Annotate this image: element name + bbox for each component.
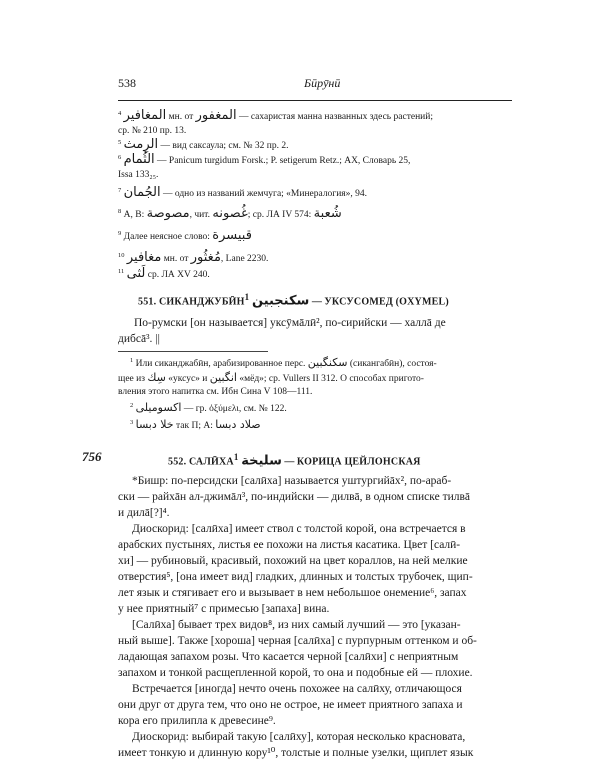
entry-551-line-1: По-румски [он называется] уксӯмāлӣ², по-сирийски — халлā де <box>134 317 446 329</box>
footnote-551-1-cont-b: вления этого напитка см. Ибн Сина V 108—111. <box>118 387 313 397</box>
margin-folio-number: 756 <box>82 449 102 464</box>
entry-552-line: *Бишр: по-персидски [салӣха] называется уштургийāх², по-араб- <box>132 475 452 487</box>
footnote-4: $^4$ المغافير мн. от المغفور — сахаристая манна названных здесь растений; <box>118 108 433 123</box>
footnote-551-1: $^1$ Или сиканджабӣн, арабизированное перс. سكنگبين (сикангабӣн), состоя- <box>130 356 437 369</box>
entry-552-line: ладающая запахом розы. Что касается черной [салӣхи] с неприятным <box>118 651 459 663</box>
entry-552-line: арабских пустынях, листья ее похожи на листья касатика. Цвет [салӣ- <box>118 539 461 551</box>
entry-551-heading: 551. СИКАНДЖУБӢН$^1$ سكنجبين — УКСУСОМЕД (OXYMEL) <box>138 292 449 309</box>
entry-552-line: имеет тонкую и длинную кору¹⁰, толстые и полные узелки, щиплет язык <box>118 747 474 759</box>
entry-551-line-2: дибсā³. || <box>118 333 160 345</box>
entry-552-line: отверстия⁵, [она имеет вид] гладких, длинных и толстых трубочек, щип- <box>118 571 473 583</box>
footnote-551-1-cont-a: щее из سِك «уксус» и انگبين «мёд»; ср. Vullers II 312. О способах пригото- <box>118 371 424 384</box>
footnote-551-3: $^3$ خلا دبسا так П; А: صلاد دبسا <box>130 418 261 431</box>
entry-552-line: хи] — рубиновый, красивый, похожий на цвет кораллов, на ней мелкие <box>118 555 468 567</box>
entry-552-line: кора его прилипла к древесине⁹. <box>118 715 276 727</box>
entry-552-line: они друг от друга тем, что оно не острое, не имеет приятного запаха и <box>118 699 463 711</box>
entry-552-line: Диоскорид: выбирай такую [салӣху], которая несколько красновата, <box>132 731 466 743</box>
entry-552-line: и дилā[?]⁴. <box>118 507 170 519</box>
entry-552-line: запахом и тонкой расщепленной корой, то она и подобные ей — плохие. <box>118 667 473 679</box>
entry-552-line: ски — райхāн ал-джимāл³, по-индийски — дилвā, в одном списке тилвā <box>118 491 471 503</box>
entry-552-line: [Салӣха] бывает трех видов⁸, из них самый лучший — это [указан- <box>132 619 461 631</box>
footnote-6-cont: Issa 133₂₅. <box>118 170 159 180</box>
footnote-551-2: $^2$ اكسوميلى — гр. ὀξύμελι, см. № 122. <box>130 401 287 414</box>
header-rule <box>118 100 512 101</box>
footnote-7: $^7$ الجُمان — одно из названий жемчуга; «Минералогия», 94. <box>118 185 368 200</box>
footnote-separator <box>118 351 268 352</box>
footnote-6: $^6$ الثُمام — Panicum turgidum Forsk.; P. setigerum Retz.; АХ, Словарь 25, <box>118 152 411 167</box>
footnote-4-cont: ср. № 210 пр. 13. <box>118 126 187 136</box>
entry-552-line: Встречается [иногда] нечто очень похожее на салӣху, отличающося <box>132 683 462 695</box>
entry-552-line: лет язык и стягивает его и вызывает в нем небольшое онемение⁶, запах <box>118 587 467 599</box>
footnote-11: $^{11}$ لَثى ср. ЛА XV 240. <box>118 266 210 281</box>
footnote-8: $^8$ А, В: مصوصة, чит. غُصونه; ср. ЛА IV 574: شُعبة <box>118 206 342 221</box>
running-title: Бӣрӯнӣ <box>304 76 341 90</box>
footnote-5: $^5$ الرِمث — вид саксаула; см. № 32 пр. 2. <box>118 137 289 152</box>
page-header <box>118 76 510 94</box>
footnote-9: $^9$ Далее неясное слово: قبيسرة <box>118 228 252 243</box>
footnote-10: $^{10}$ مغافير мн. от مُغثُور, Lane 2230. <box>118 250 269 265</box>
page-number: 538 <box>118 76 136 90</box>
entry-552-heading: 552. САЛӢХА$^1$ سليخة — КОРИЦА ЦЕЙЛОНСКАЯ <box>168 452 421 469</box>
entry-552-line: Диоскорид: [салӣха] имеет ствол с толстой корой, она встречается в <box>132 523 466 535</box>
entry-552-line: у нее приятный⁷ с примесью [запаха] вина. <box>118 603 330 615</box>
entry-552-line: ный выше]. Также [хороша] черная [салӣха] с пурпурным оттенком и об- <box>118 635 477 647</box>
